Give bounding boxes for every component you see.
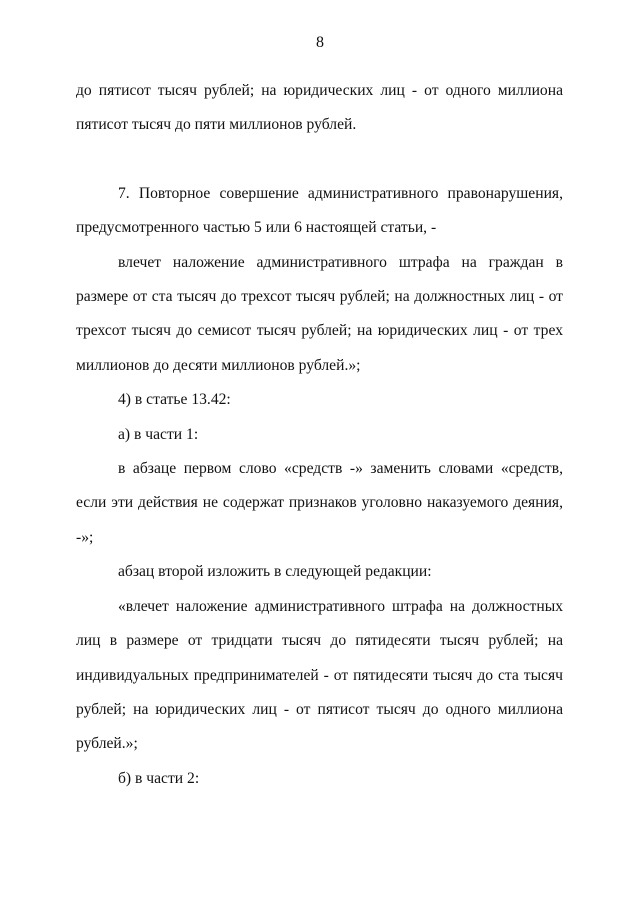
paragraph-new-wording: «влечет наложение административного штрафа на должностных лиц в размере от тридцати тысяч до пятидесяти тысяч рублей; на индивидуальных предприниматeлей - от пятидесяти тысяч до ста тысяч рублей; на юридических лиц - от пятисот тысяч до одного миллиона рублей.»; xyxy=(76,597,563,753)
paragraph-continuation: до пятисот тысяч рублей; на юридических лиц - от одного миллиона пятисот тысяч до пяти миллионов рублей. xyxy=(76,82,563,134)
paragraph-article-13-42: 4) в статье 13.42: xyxy=(118,391,231,409)
paragraph-second-abzac: абзац второй изложить в следующей редакции: xyxy=(118,563,432,581)
paragraph-first-abzac: в абзаце первом слово «средств -» заменить словами «средств, если эти действия не содержат признаков уголовно наказуемого деяния, -»; xyxy=(76,460,563,546)
page-number: 8 xyxy=(316,34,324,51)
paragraph-part-1: а) в части 1: xyxy=(118,425,199,443)
paragraph-item-7: 7. Повторное совершение административного правонарушения, предусмотренного частью 5 или 6 настоящей статьи, - xyxy=(76,184,563,237)
paragraph-penalty: влечет наложение административного штрафа на граждан в размере от ста тысяч до трехсот тысяч рублей; на должностных лиц - от трехсот тысяч до семисот тысяч рублей; на юридических лиц - от трех миллионов до десяти миллионов рублей.»; xyxy=(76,253,563,374)
document-body xyxy=(76,74,563,796)
paragraph-part-2: б) в части 2: xyxy=(118,769,200,787)
